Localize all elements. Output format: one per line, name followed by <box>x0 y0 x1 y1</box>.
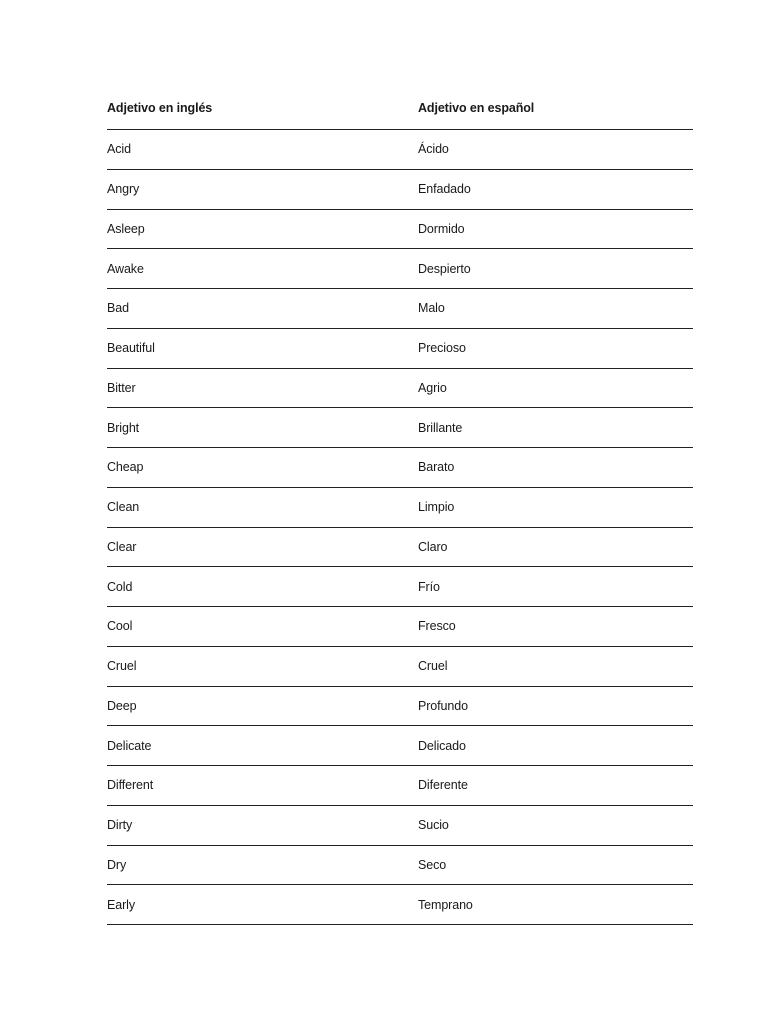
table-row <box>107 130 693 170</box>
spanish-adjective: Claro <box>418 539 448 554</box>
header-spanish: Adjetivo en español <box>418 100 535 115</box>
spanish-adjective: Barato <box>418 460 455 475</box>
spanish-adjective: Profundo <box>418 698 468 713</box>
english-adjective: Beautiful <box>107 341 155 356</box>
table-row <box>107 846 693 886</box>
table-row <box>107 408 693 448</box>
english-adjective: Cheap <box>107 460 144 475</box>
spanish-adjective: Limpio <box>418 500 455 515</box>
english-adjective: Bright <box>107 420 140 435</box>
english-adjective: Asleep <box>107 221 145 236</box>
spanish-adjective: Cruel <box>418 659 448 674</box>
table-row <box>107 647 693 687</box>
spanish-adjective: Fresco <box>418 619 456 634</box>
table-row <box>107 607 693 647</box>
english-adjective: Clean <box>107 500 140 515</box>
spanish-adjective: Precioso <box>418 341 466 356</box>
spanish-adjective: Delicado <box>418 738 466 753</box>
table-row <box>107 488 693 528</box>
english-adjective: Cold <box>107 579 133 594</box>
spanish-adjective: Seco <box>418 857 447 872</box>
table-row <box>107 806 693 846</box>
english-adjective: Dry <box>107 857 127 872</box>
spanish-adjective: Enfadado <box>418 182 471 197</box>
spanish-adjective: Temprano <box>418 897 473 912</box>
english-adjective: Awake <box>107 261 144 276</box>
english-adjective: Cool <box>107 619 133 634</box>
table-row <box>107 448 693 488</box>
spanish-adjective: Ácido <box>418 142 449 157</box>
table-row <box>107 369 693 409</box>
table-body <box>107 130 693 925</box>
table-row <box>107 766 693 806</box>
english-adjective: Acid <box>107 142 131 157</box>
table-row <box>107 249 693 289</box>
table-row <box>107 329 693 369</box>
english-adjective: Different <box>107 778 154 793</box>
english-adjective: Bitter <box>107 380 136 395</box>
table-row <box>107 170 693 210</box>
spanish-adjective: Frío <box>418 579 440 594</box>
spanish-adjective: Malo <box>418 301 445 316</box>
table-row <box>107 528 693 568</box>
header-english: Adjetivo en inglés <box>107 100 213 115</box>
english-adjective: Bad <box>107 301 129 316</box>
spanish-adjective: Dormido <box>418 221 465 236</box>
english-adjective: Dirty <box>107 818 133 833</box>
spanish-adjective: Diferente <box>418 778 468 793</box>
spanish-adjective: Sucio <box>418 818 449 833</box>
english-adjective: Early <box>107 897 135 912</box>
adjective-table <box>107 86 693 925</box>
table-row <box>107 885 693 925</box>
table-row <box>107 289 693 329</box>
english-adjective: Deep <box>107 698 137 713</box>
table-row <box>107 726 693 766</box>
english-adjective: Clear <box>107 539 137 554</box>
table-row <box>107 687 693 727</box>
english-adjective: Delicate <box>107 738 152 753</box>
table-row <box>107 567 693 607</box>
spanish-adjective: Despierto <box>418 261 471 276</box>
spanish-adjective: Agrio <box>418 380 447 395</box>
table-header <box>107 86 693 130</box>
english-adjective: Cruel <box>107 659 137 674</box>
table-row <box>107 210 693 250</box>
english-adjective: Angry <box>107 182 140 197</box>
spanish-adjective: Brillante <box>418 420 463 435</box>
